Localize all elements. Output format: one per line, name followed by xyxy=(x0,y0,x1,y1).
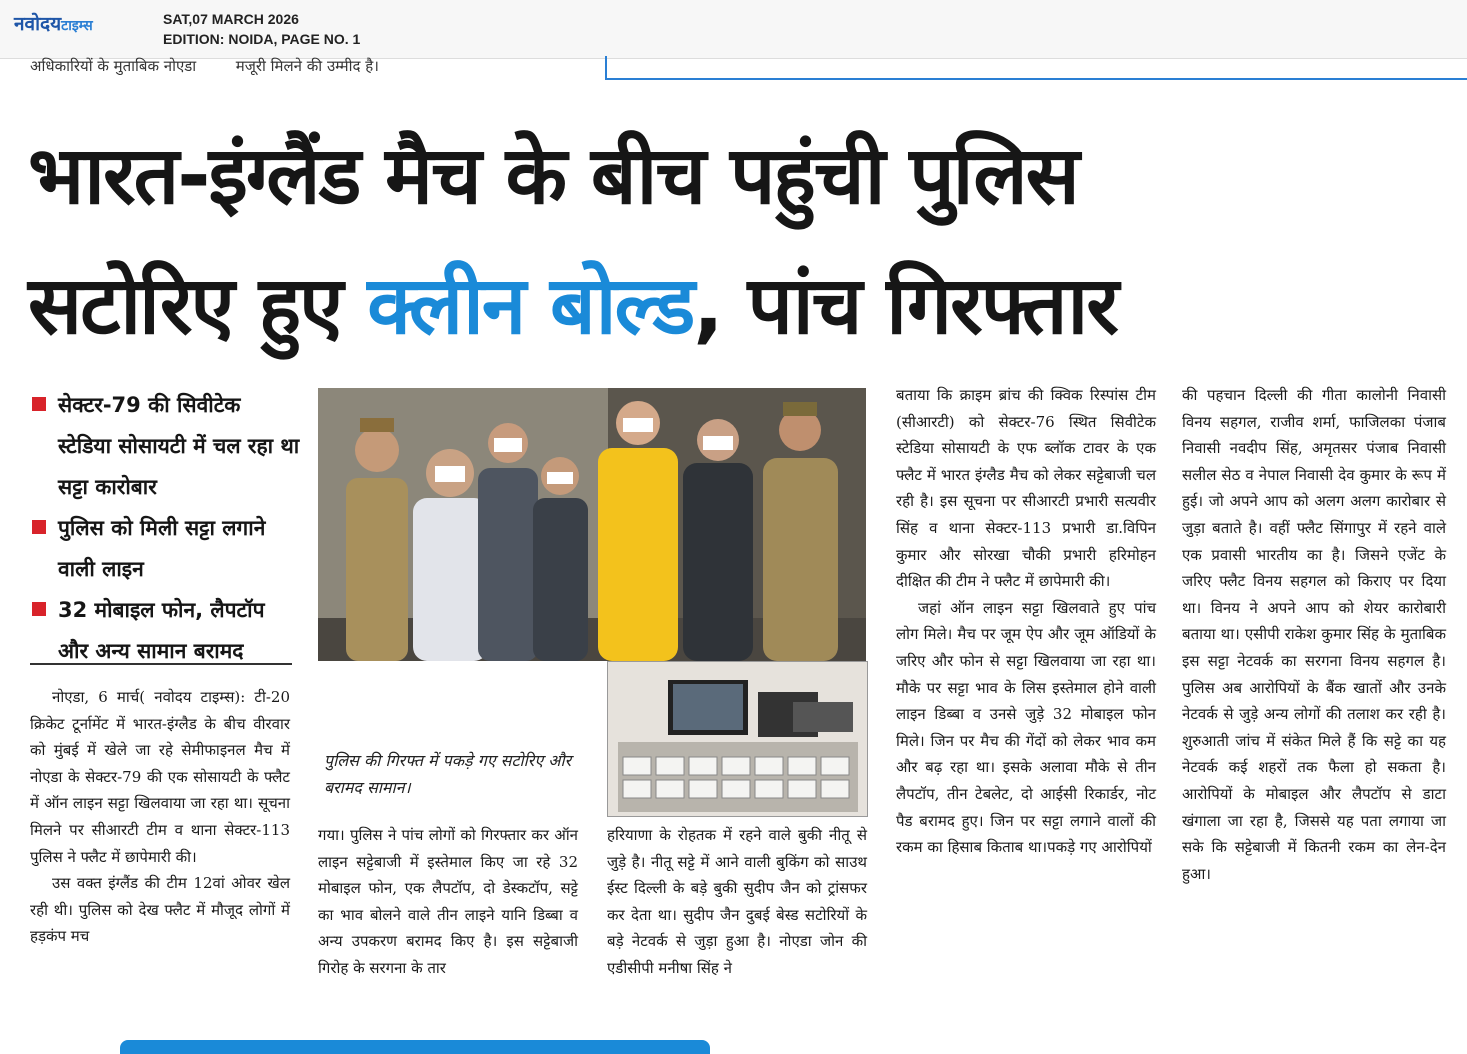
previous-story-box xyxy=(605,56,1467,80)
article-column-1 xyxy=(30,684,290,950)
highlight-item: सेक्टर-79 की सिवीटेक स्टेडिया सोसायटी में चल रहा था सट्टा कारोबार xyxy=(30,385,300,508)
arrest-photo xyxy=(318,388,866,661)
newspaper-logo xyxy=(14,10,93,36)
paragraph: गया। पुलिस ने पांच लोगों को गिरफ्तार कर ऑन लाइन सट्टेबाजी में इस्तेमाल किए जा रहे 32 मोबाइल फोन, एक लैपटॉप, दो डेस्कटॉप, सट्टे का भाव बोलने वाले तीन लाइने यानि डिब्बा व अन्य उपकरण बरामद किए है। इस सट्टेबाजी गिरोह के सरगना के तार xyxy=(318,826,578,977)
highlights-list xyxy=(30,385,300,672)
paragraph: हरियाणा के रोहतक में रहने वाले बुकी नीतू से जुड़े है। नीतू सट्टे में आने वाली बुकिंग को साउथ ईस्ट दिल्ली के बड़े बुकी सुदीप जैन को ट्रांसफर कर देता था। सुदीप जैन दुबई बेस्ड सटोरियों के बड़े नेटवर्क से जुड़ा हुआ है। नोएडा जोन की एडीसीपी मनीषा सिंह ने xyxy=(607,826,867,977)
prev-strip-left: अधिकारियों के मुताबिक नोएडा xyxy=(30,57,197,75)
previous-story-strip xyxy=(30,56,379,76)
paragraph: बताया कि क्राइम ब्रांच की क्विक रिस्पांस टीम (सीआरटी) को सेक्टर-76 स्थित सिवीटेक स्टेडिया सोसायटी के एफ ब्लॉक टावर के एक फ्लैट में भारत इंग्लैड मैच को लेकर सट्टेबाजी चल रही है। इस सूचना पर सीआरटी प्रभारी सत्यवीर सिंह व थाना सेक्टर-113 प्रभारी डा.विपिन कुमार और सोरखा चौकी प्रभारी हरिमोहन दीक्षित की टीम ने फ्लैट में छापेमारी की। xyxy=(896,386,1156,591)
article-column-5 xyxy=(1182,382,1446,887)
next-story-strip xyxy=(120,1040,710,1054)
headline-line-2 xyxy=(28,248,1117,357)
article-column-2 xyxy=(318,822,578,982)
section-divider xyxy=(30,663,292,665)
arrest-photo-illustration xyxy=(318,388,866,661)
headline-line-2-start: सटोरिए हुए xyxy=(28,259,368,352)
edition-info xyxy=(163,9,360,49)
logo-main: नवोदय xyxy=(14,13,62,35)
red-square-bullet-icon xyxy=(32,602,46,616)
seized-items-photo xyxy=(607,661,868,817)
paragraph: जहां ऑन लाइन सट्टा खिलवाते हुए पांच लोग मिले। मैच पर जूम ऐप और जूम ऑडियों के जरिए और फोन से सट्टा खिलवाया जा रहा था।मौके पर सट्टा भाव के लिस इस्तेमाल होने वाली लाइन डिब्बा व उनसे जुड़े 32 मोबाइल फोन मिले। जिन पर मैच की गेंदों को लेकर भाव कम और बढ़ रहा था। इसके अलावा मौके से तीन लैपटॉप, तीन टेबलेट, दो आईसी रिकार्डर, नोट पैड बरामद हुए। जिन पर सट्टा लगाने वालों की रकम का हिसाब किताब था।पकड़े गए आरोपियों xyxy=(896,598,1156,857)
logo-sub: टाइम्स xyxy=(61,18,93,34)
article-column-4 xyxy=(896,382,1156,861)
seized-items-illustration xyxy=(608,662,867,816)
paragraph: की पहचान दिल्ली की गीता कालोनी निवासी विनय सहगल, राजीव शर्मा, फाजिलका पंजाब निवासी नवदीप सिंह, अमृतसर पंजाब निवासी सलील सेठ व नेपाल निवासी देव कुमार के रूप में हुई। जो अपने आप को अलग अलग कारोबार से जुड़ा बताते है। वहीं फ्लैट सिंगापुर में रहने वाले एक प्रवासी भारतीय का है। जिसने एजेंट के जरिए फ्लैट विनय सहगल को किराए पर दिया था। विनय ने अपने आप को शेयर कारोबारी बताया था। एसीपी राकेश कुमार सिंह के मुताबिक इस सट्टा नेटवर्क का सरगना विनय सहगल है। पुलिस अब आरोपियों के बैंक खातों और उनके नेटवर्क से जुड़े अन्य लोगों की तलाश कर रही है। शुरुआती जांच में संकेत मिले हैं कि सट्टे का यह नेटवर्क कई शहरों तक फैला हो सकता है। आरोपियों के मोबाइल और लैपटॉप से डाटा खंगाला जा रहा है, जिससे यह पता लगाया जा सके कि सट्टेबाजी में कितनी रकम का लेन-देन हुआ। xyxy=(1182,386,1446,883)
red-square-bullet-icon xyxy=(32,397,46,411)
highlight-item: पुलिस को मिली सट्टा लगाने वाली लाइन xyxy=(30,508,300,590)
highlight-item: 32 मोबाइल फोन, लैपटॉप और अन्य सामान बरामद xyxy=(30,590,300,672)
headline-highlight: क्लीन बोल्ड xyxy=(367,259,694,352)
headline-line-1: भारत-इंग्लैंड मैच के बीच पहुंची पुलिस xyxy=(28,129,1078,222)
edition-date: SAT,07 MARCH 2026 xyxy=(163,11,299,27)
headline-line-2-end: , पांच गिरफ्तार xyxy=(693,259,1117,352)
paragraph: नोएडा, 6 मार्च( नवोदय टाइम्स): टी-20 क्रिकेट टूर्नामेंट में भारत-इंग्लैड के बीच वीरवार को मुंबई में खेले जा रहे सेमीफाइनल मैच में नोएडा के सेक्टर-79 की एक सोसायटी के फ्लैट में ऑन लाइन सट्टा खिलवाया जा रहा था। सूचना मिलने पर सीआरटी टीम व थाना सेक्टर-113 पुलिस ने फ्लैट में छापेमारी की। xyxy=(30,688,290,866)
article-column-3 xyxy=(607,822,867,982)
edition-page: EDITION: NOIDA, PAGE NO. 1 xyxy=(163,31,361,47)
edition-header-bar xyxy=(0,0,1467,59)
photo-caption: पुलिस की गिरफ्त में पकड़े गए सटोरिए और बरामद सामान। xyxy=(318,745,602,813)
paragraph: उस वक्त इंग्लैंड की टीम 12वां ओवर खेल रही थी। पुलिस को देख फ्लैट में मौजूद लोगों में हड़कंप मच xyxy=(30,874,290,946)
red-square-bullet-icon xyxy=(32,520,46,534)
prev-strip-right: मजूरी मिलने की उम्मीद है। xyxy=(235,57,379,75)
